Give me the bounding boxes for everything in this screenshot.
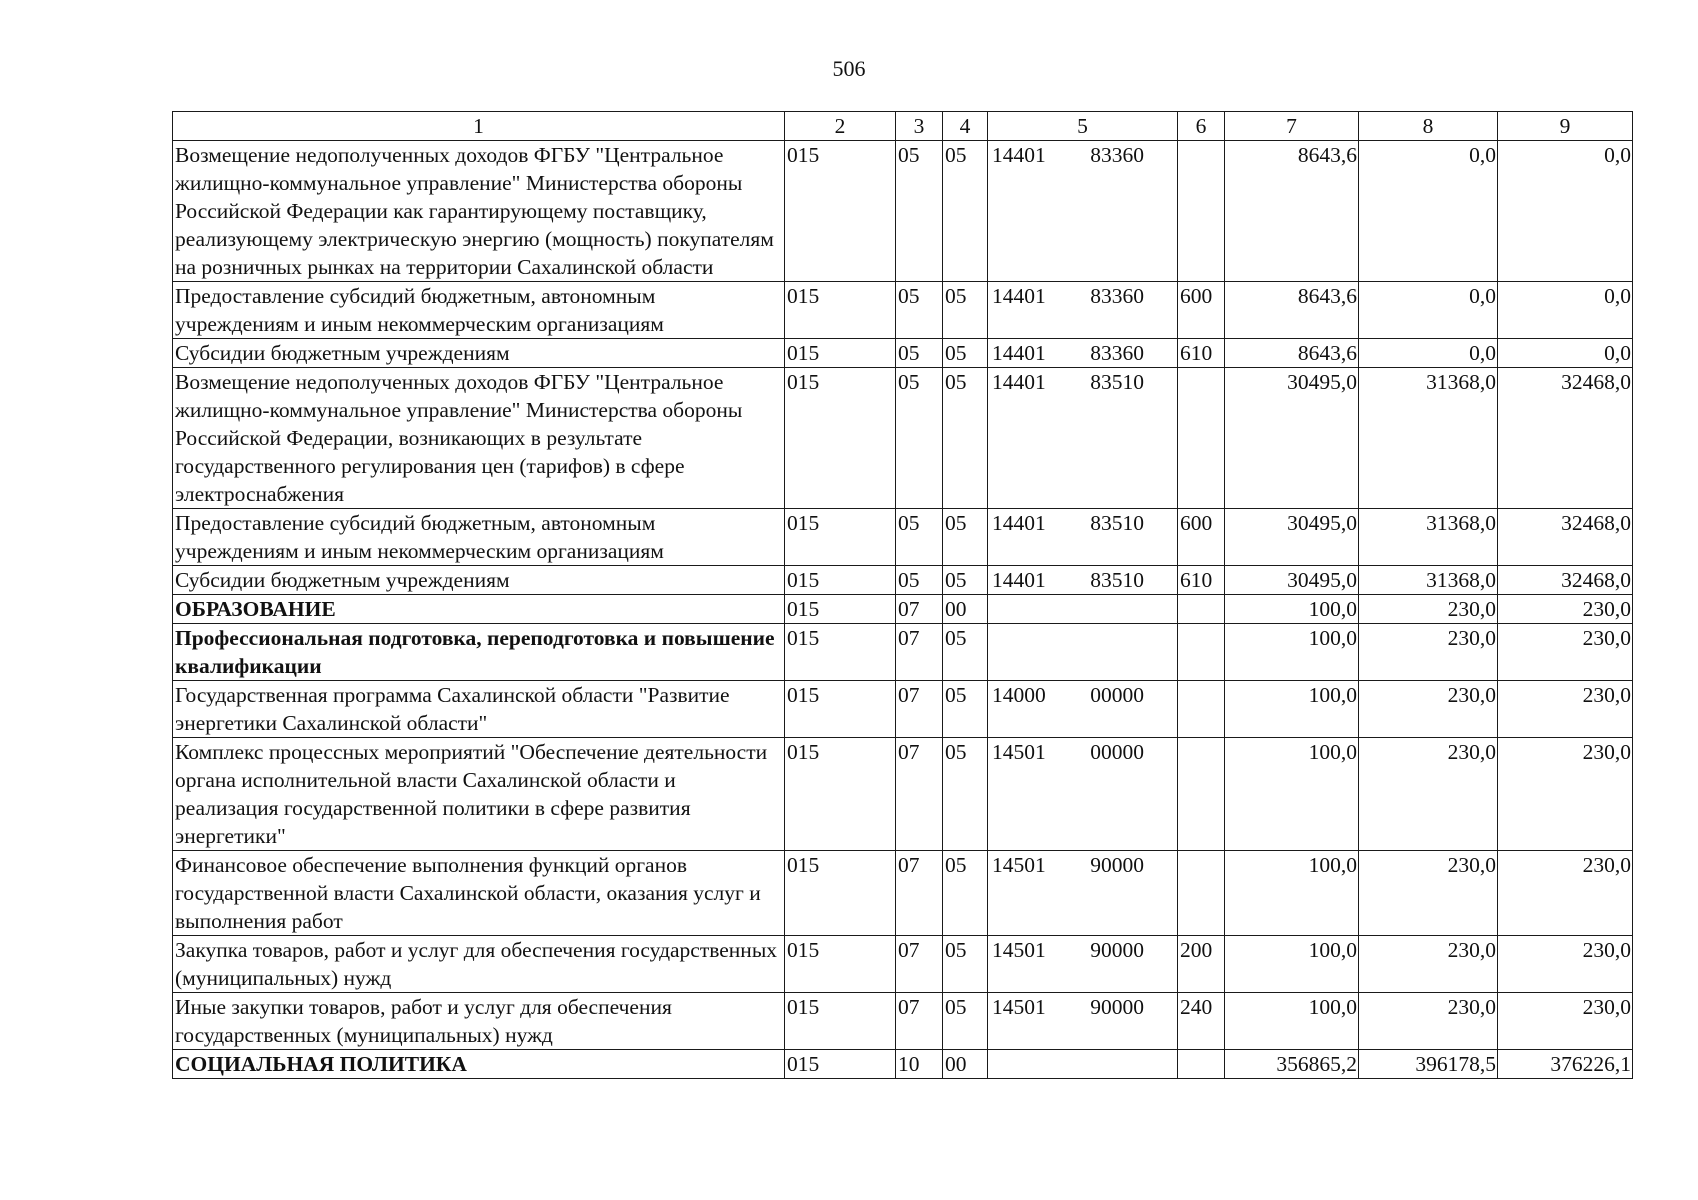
amount-column-7: 100,0 [1225,738,1359,851]
expense-type-code [1178,851,1225,936]
expense-type-code: 610 [1178,339,1225,368]
table-row [173,851,1633,936]
ministry-code: 015 [785,851,896,936]
header-cell: 4 [943,112,988,141]
amount-column-7: 100,0 [1225,993,1359,1050]
ministry-code: 015 [785,681,896,738]
target-article-code [988,339,1178,368]
row-name: Государственная программа Сахалинской области "Развитие энергетики Сахалинской области" [173,681,785,738]
amount-column-7: 30495,0 [1225,509,1359,566]
subsection-code: 05 [943,339,988,368]
section-code: 07 [896,936,943,993]
ministry-code: 015 [785,368,896,509]
amount-column-9: 230,0 [1498,993,1633,1050]
header-cell: 1 [173,112,785,141]
target-article-program: 14401 [992,341,1046,365]
amount-column-8: 0,0 [1359,339,1498,368]
section-code: 10 [896,1050,943,1079]
ministry-code: 015 [785,936,896,993]
target-article-direction: 00000 [1090,740,1144,764]
expense-type-code: 600 [1178,509,1225,566]
expense-type-code: 610 [1178,566,1225,595]
amount-column-9: 230,0 [1498,738,1633,851]
amount-column-7: 30495,0 [1225,368,1359,509]
target-article-program: 14501 [992,938,1046,962]
ministry-code: 015 [785,993,896,1050]
subsection-code: 05 [943,566,988,595]
amount-column-9: 32468,0 [1498,368,1633,509]
expense-type-code: 600 [1178,282,1225,339]
subsection-code: 00 [943,1050,988,1079]
section-code: 07 [896,681,943,738]
target-article-code [988,993,1178,1050]
target-article-program: 14401 [992,511,1046,535]
amount-column-7: 100,0 [1225,681,1359,738]
table-row [173,368,1633,509]
amount-column-8: 230,0 [1359,624,1498,681]
budget-table [172,111,1633,1079]
target-article-direction: 90000 [1090,938,1144,962]
row-name: Финансовое обеспечение выполнения функций органов государственной власти Сахалинской области, оказания услуг и выполнения работ [173,851,785,936]
subsection-code: 05 [943,282,988,339]
amount-column-9: 230,0 [1498,936,1633,993]
ministry-code: 015 [785,738,896,851]
header-cell: 9 [1498,112,1633,141]
amount-column-8: 31368,0 [1359,509,1498,566]
amount-column-7: 8643,6 [1225,141,1359,282]
amount-column-8: 0,0 [1359,141,1498,282]
amount-column-9: 32468,0 [1498,509,1633,566]
target-article-program: 14501 [992,995,1046,1019]
target-article-code [988,566,1178,595]
expense-type-code [1178,595,1225,624]
table-row [173,993,1633,1050]
row-name: Возмещение недополученных доходов ФГБУ "Центральное жилищно-коммунальное управление" Министерства обороны Российской Федерации, возникающих в результате государственного регулирования цен (тарифов) в сфере электроснабжения [173,368,785,509]
target-article-code [988,681,1178,738]
target-article-code [988,1050,1178,1079]
row-name: Профессиональная подготовка, переподготовка и повышение квалификации [173,624,785,681]
table-row [173,282,1633,339]
target-article-code [988,936,1178,993]
table-row [173,1050,1633,1079]
subsection-code: 05 [943,936,988,993]
header-cell: 5 [988,112,1178,141]
amount-column-8: 230,0 [1359,993,1498,1050]
row-name: Иные закупки товаров, работ и услуг для обеспечения государственных (муниципальных) нужд [173,993,785,1050]
subsection-code: 05 [943,368,988,509]
expense-type-code [1178,738,1225,851]
section-code: 07 [896,624,943,681]
header-cell: 6 [1178,112,1225,141]
subsection-code: 05 [943,993,988,1050]
target-article-program: 14401 [992,370,1046,394]
header-cell: 7 [1225,112,1359,141]
ministry-code: 015 [785,141,896,282]
ministry-code: 015 [785,624,896,681]
target-article-code [988,141,1178,282]
ministry-code: 015 [785,339,896,368]
row-name: Субсидии бюджетным учреждениям [173,566,785,595]
expense-type-code [1178,1050,1225,1079]
expense-type-code [1178,624,1225,681]
row-name: Закупка товаров, работ и услуг для обеспечения государственных (муниципальных) нужд [173,936,785,993]
amount-column-7: 100,0 [1225,851,1359,936]
subsection-code: 05 [943,851,988,936]
expense-type-code: 200 [1178,936,1225,993]
header-cell: 8 [1359,112,1498,141]
table-row [173,566,1633,595]
amount-column-8: 230,0 [1359,936,1498,993]
section-code: 07 [896,738,943,851]
table-row [173,509,1633,566]
amount-column-9: 230,0 [1498,851,1633,936]
section-code: 05 [896,368,943,509]
section-code: 05 [896,141,943,282]
subsection-code: 05 [943,681,988,738]
amount-column-8: 230,0 [1359,681,1498,738]
target-article-direction: 83360 [1090,341,1144,365]
expense-type-code: 240 [1178,993,1225,1050]
section-code: 07 [896,993,943,1050]
row-name: Предоставление субсидий бюджетным, автономным учреждениям и иным некоммерческим организациям [173,282,785,339]
header-cell: 2 [785,112,896,141]
amount-column-9: 0,0 [1498,282,1633,339]
row-name: Предоставление субсидий бюджетным, автономным учреждениям и иным некоммерческим организациям [173,509,785,566]
table-body [173,141,1633,1079]
subsection-code: 00 [943,595,988,624]
section-code: 05 [896,566,943,595]
row-name: Субсидии бюджетным учреждениям [173,339,785,368]
row-name: ОБРАЗОВАНИЕ [173,595,785,624]
amount-column-8: 230,0 [1359,738,1498,851]
table-row [173,624,1633,681]
amount-column-7: 8643,6 [1225,339,1359,368]
table-row [173,141,1633,282]
target-article-direction: 83510 [1090,370,1144,394]
target-article-code [988,368,1178,509]
target-article-direction: 90000 [1090,853,1144,877]
subsection-code: 05 [943,509,988,566]
target-article-program: 14000 [992,683,1046,707]
amount-column-8: 31368,0 [1359,368,1498,509]
amount-column-7: 356865,2 [1225,1050,1359,1079]
target-article-code [988,851,1178,936]
table-row [173,936,1633,993]
section-code: 07 [896,851,943,936]
row-name: СОЦИАЛЬНАЯ ПОЛИТИКА [173,1050,785,1079]
target-article-code [988,282,1178,339]
amount-column-9: 230,0 [1498,595,1633,624]
table-row [173,738,1633,851]
target-article-program: 14401 [992,284,1046,308]
target-article-program: 14401 [992,568,1046,592]
expense-type-code [1178,681,1225,738]
ministry-code: 015 [785,282,896,339]
amount-column-7: 100,0 [1225,624,1359,681]
target-article-code [988,624,1178,681]
row-name: Комплекс процессных мероприятий "Обеспечение деятельности органа исполнительной власти Сахалинской области и реализация государственной политики в сфере развития энергетики" [173,738,785,851]
section-code: 05 [896,282,943,339]
ministry-code: 015 [785,566,896,595]
section-code: 05 [896,509,943,566]
amount-column-7: 100,0 [1225,936,1359,993]
amount-column-8: 230,0 [1359,595,1498,624]
amount-column-7: 30495,0 [1225,566,1359,595]
amount-column-8: 0,0 [1359,282,1498,339]
subsection-code: 05 [943,624,988,681]
subsection-code: 05 [943,738,988,851]
amount-column-9: 230,0 [1498,624,1633,681]
table-row [173,595,1633,624]
amount-column-7: 100,0 [1225,595,1359,624]
amount-column-9: 230,0 [1498,681,1633,738]
target-article-direction: 83360 [1090,143,1144,167]
target-article-direction: 90000 [1090,995,1144,1019]
header-row [173,112,1633,141]
page-number: 506 [832,56,866,81]
table-row [173,681,1633,738]
amount-column-9: 0,0 [1498,339,1633,368]
amount-column-9: 0,0 [1498,141,1633,282]
table-row [173,339,1633,368]
target-article-direction: 00000 [1090,683,1144,707]
row-name: Возмещение недополученных доходов ФГБУ "Центральное жилищно-коммунальное управление" Министерства обороны Российской Федерации как гарантирующему поставщику, реализующему электрическую энергию (мощность) покупателям на розничных рынках на территории Сахалинской области [173,141,785,282]
target-article-direction: 83510 [1090,568,1144,592]
amount-column-7: 8643,6 [1225,282,1359,339]
amount-column-9: 376226,1 [1498,1050,1633,1079]
ministry-code: 015 [785,595,896,624]
amount-column-8: 31368,0 [1359,566,1498,595]
target-article-direction: 83510 [1090,511,1144,535]
target-article-direction: 83360 [1090,284,1144,308]
section-code: 07 [896,595,943,624]
target-article-program: 14401 [992,143,1046,167]
subsection-code: 05 [943,141,988,282]
header-cell: 3 [896,112,943,141]
section-code: 05 [896,339,943,368]
target-article-program: 14501 [992,853,1046,877]
expense-type-code [1178,368,1225,509]
ministry-code: 015 [785,1050,896,1079]
ministry-code: 015 [785,509,896,566]
target-article-program: 14501 [992,740,1046,764]
amount-column-8: 230,0 [1359,851,1498,936]
target-article-code [988,509,1178,566]
target-article-code [988,738,1178,851]
amount-column-8: 396178,5 [1359,1050,1498,1079]
target-article-code [988,595,1178,624]
amount-column-9: 32468,0 [1498,566,1633,595]
expense-type-code [1178,141,1225,282]
